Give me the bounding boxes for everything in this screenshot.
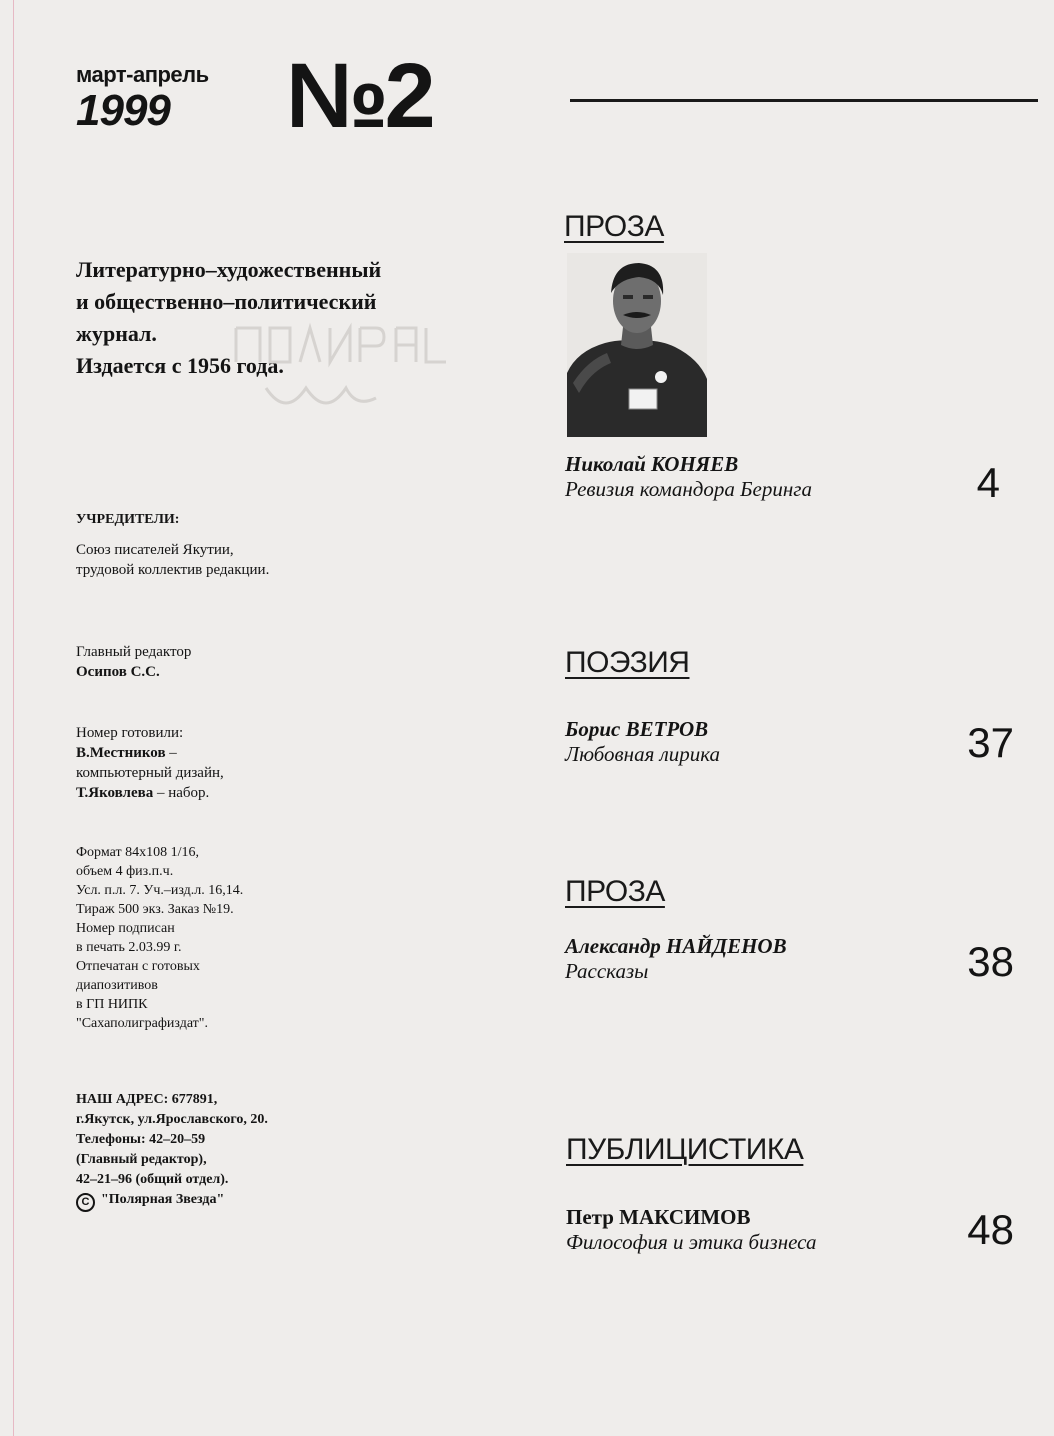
editor-label: Главный редактор	[76, 644, 192, 660]
printing-line: в ГП НИПК	[76, 997, 148, 1012]
staff-role: компьютерный дизайн,	[76, 765, 224, 781]
address-line: (Главный редактор),	[76, 1152, 207, 1167]
issue-year: 1999	[76, 86, 170, 135]
founders-heading: УЧРЕДИТЕЛИ:	[76, 512, 180, 527]
author-photo	[567, 253, 707, 437]
contents-work-title: Рассказы	[565, 959, 649, 983]
printing-line: Номер подписан	[76, 921, 175, 936]
show-through-logo	[226, 318, 466, 428]
issue-months: март-апрель	[76, 62, 209, 87]
contents-author: Александр НАЙДЕНОВ	[565, 934, 787, 958]
staff-person: В.Местников	[76, 745, 166, 761]
staff-person: Т.Яковлева	[76, 785, 154, 801]
contents-work-title: Философия и этика бизнеса	[566, 1230, 817, 1254]
contents-work-title: Любовная лирика	[565, 742, 721, 766]
printing-line: "Сахаполиграфиздат".	[76, 1016, 209, 1031]
contents-author: Николай КОНЯЕВ	[565, 452, 739, 476]
contents-page-number: 37	[967, 719, 1014, 766]
printing-line: Отпечатан с готовых	[76, 959, 200, 974]
editor-name: Осипов С.С.	[76, 664, 160, 680]
founders	[76, 540, 269, 580]
top-rule	[570, 99, 1038, 102]
section-title: ПОЭЗИЯ	[565, 646, 690, 679]
section-title: ПРОЗА	[564, 210, 664, 243]
editor-block	[76, 642, 191, 682]
tagline-line: и общественно–политический	[76, 289, 377, 314]
contents-page-number: 4	[976, 459, 1000, 506]
staff-dash: –	[165, 745, 177, 761]
tagline-line: журнал.	[76, 321, 157, 346]
contents-author: Борис ВЕТРОВ	[565, 717, 709, 741]
printing-line: в печать 2.03.99 г.	[76, 940, 182, 955]
tagline-line: Литературно–художественный	[76, 257, 382, 282]
copyright-line	[76, 1190, 268, 1212]
contents-page-number: 48	[967, 1206, 1014, 1253]
copyright-text: "Полярная Звезда"	[101, 1192, 225, 1207]
staff-label: Номер готовили:	[76, 725, 184, 741]
contents-work-title: Ревизия командора Беринга	[565, 477, 812, 501]
printing-line: Усл. п.л. 7. Уч.–изд.л. 16,14.	[76, 883, 244, 898]
printing-line: Тираж 500 экз. Заказ №19.	[76, 902, 234, 917]
address-block	[76, 1090, 268, 1212]
contents-page-number: 38	[967, 938, 1014, 985]
section-title: ПРОЗА	[565, 875, 665, 908]
copyright-icon: C	[76, 1193, 95, 1212]
tagline-line: Издается с 1956 года.	[76, 353, 284, 378]
contents-author: Петр МАКСИМОВ	[566, 1205, 751, 1229]
address-line: НАШ АДРЕС: 677891,	[76, 1092, 218, 1107]
page-edge	[13, 0, 14, 1436]
section-title: ПУБЛИЦИСТИКА	[566, 1133, 804, 1166]
founders-line: трудовой коллектив редакции.	[76, 562, 270, 578]
staff-role: – набор.	[153, 785, 210, 801]
printing-line: диапозитивов	[76, 978, 158, 993]
printing-line: Формат 84х108 1/16,	[76, 845, 199, 860]
address-line: г.Якутск, ул.Ярославского, 20.	[76, 1112, 268, 1127]
address-line: 42–21–96 (общий отдел).	[76, 1172, 229, 1187]
address-line: Телефоны: 42–20–59	[76, 1132, 206, 1147]
author-portrait	[567, 253, 707, 437]
printing-line: объем 4 физ.п.ч.	[76, 864, 174, 879]
staff-block	[76, 723, 224, 803]
printing-details	[76, 843, 243, 1033]
founders-line: Союз писателей Якутии,	[76, 542, 234, 558]
issue-number: №2	[286, 45, 432, 147]
